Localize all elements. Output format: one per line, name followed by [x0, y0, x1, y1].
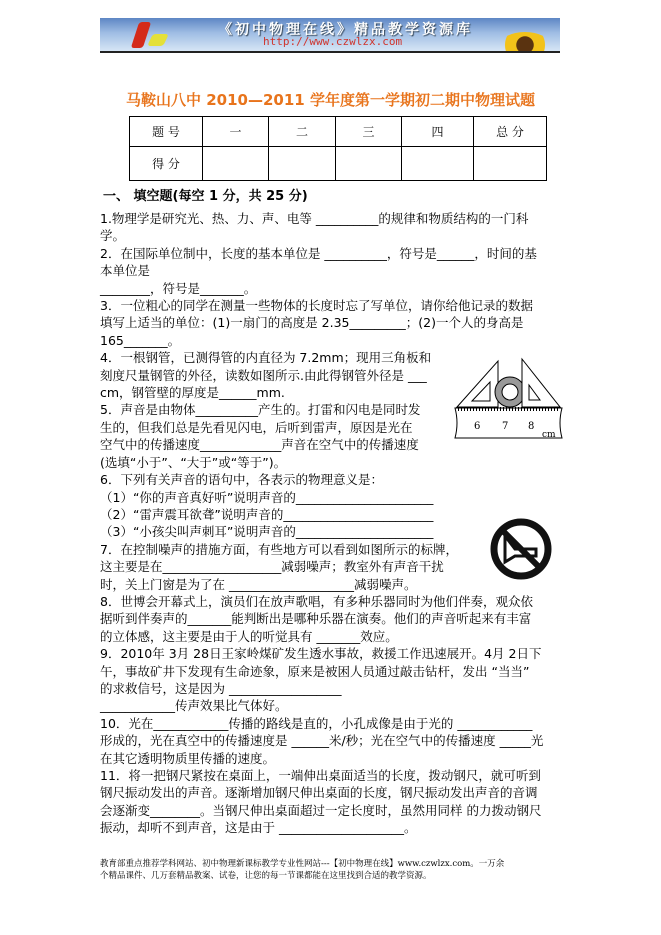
question-line: （1）“你的声音真好听”说明声音的______________________: [100, 489, 434, 505]
question-line: 4．一根钢管，已测得管的内直径为 7.2mm；现用三角板和: [100, 350, 432, 366]
question-line: ____________传声效果比气体好。: [100, 698, 288, 714]
page-title: 马鞍山八中 2010—2011 学年度第一学期初二期中物理试题: [126, 91, 535, 109]
question-line: 时，关上门窗是为了在 ____________________减弱噪声。: [100, 576, 417, 592]
question-line: 振动，却听不到声音，这是由于 ____________________。: [100, 820, 417, 836]
logo-icon-accent: [147, 34, 169, 46]
question-line: 这主要是在___________________减弱噪声；教室外有声音干扰: [100, 559, 444, 575]
score-cell: [474, 147, 547, 181]
section-heading: 一、 填空题(每空 1 分，共 25 分): [103, 189, 308, 204]
footer-line: 教育部重点推荐学科网站、初中物理新课标教学专业性网站---【初中物理在线】www.czwlzx.com。一万余: [100, 859, 505, 869]
question-line: 10．光在____________传播的路线是直的，小孔成像是由于光的 ____________: [100, 715, 533, 731]
question-line: 在其它透明物质里传播的速度。: [100, 750, 276, 766]
header-cell: 三: [336, 117, 402, 147]
header-cell: 二: [269, 117, 336, 147]
question-line: 11．将一把钢尺紧按在桌面上，一端伸出桌面适当的长度，拨动钢尺，就可听到: [100, 768, 541, 783]
question-body: [100, 210, 543, 837]
footer-line: 个精品课件、几万套精品教案、试卷，让您的每一节课都能在这里找到合适的教学资源。: [100, 871, 432, 881]
score-cell: [402, 147, 474, 181]
banner-url: http://www.czwlzx.com: [263, 35, 403, 48]
question-line: 空气中的传播速度_____________声音在空气中的传播速度: [100, 437, 419, 453]
banner-title: 《初中物理在线》精品教学资源库: [218, 22, 473, 38]
question-line: （3）“小孩尖叫声刺耳”说明声音的______________________: [100, 524, 434, 540]
score-cell: [336, 147, 402, 181]
question-line: 形成的，光在真空中的传播速度是 ______米/秒；光在空气中的传播速度 _____光: [100, 733, 544, 749]
question-line: 9．2010年 3月 28日王家岭煤矿发生透水事故，救援工作迅速展开。4月 2日下: [100, 646, 542, 662]
score-cell: [203, 147, 269, 181]
score-table: [129, 116, 547, 181]
question-line: 7．在控制噪声的措施方面，有些地方可以看到如图所示的标牌，: [100, 541, 458, 557]
question-line: 生的，但我们总是先看见闪电，后听到雷声，原因是光在: [100, 419, 413, 435]
question-line: 6．下列有关声音的语句中，各表示的物理意义是：: [100, 472, 383, 488]
question-line: 午，事故矿井下发现有生命迹象，原来是被困人员通过敲击钻杆，发出 “当当”: [100, 663, 530, 679]
question-line: 2．在国际单位制中，长度的基本单位是 __________，符号是______，时间的基: [100, 245, 537, 261]
question-line: 的立体感，这主要是由于人的听觉具有 _______效应。: [100, 628, 398, 644]
question-line: 本单位是: [100, 263, 151, 279]
ruler-label: 8: [528, 421, 535, 432]
score-cell: [269, 147, 336, 181]
question-line: cm，钢管壁的厚度是______mm.: [100, 385, 285, 401]
question-line: 填写上适当的单位：(1)一扇门的高度是 2.35_________；(2)一个人的身高是: [100, 315, 524, 331]
ruler-label: 6: [474, 421, 481, 432]
question-line: 据听到伴奏声的_______能判断出是哪种乐器在演奏。他们的声音听起来有丰富: [100, 611, 532, 627]
question-line: 钢尺振动发出的声音。逐渐增加钢尺伸出桌面的长度，钢尺振动发出声音的音调: [100, 785, 538, 801]
question-line: 会逐渐变________。当钢尺伸出桌面超过一定长度时，虽然用同样 的力拨动钢尺: [100, 802, 542, 818]
header-cell: 四: [402, 117, 474, 147]
ruler-triangle-figure: [452, 355, 567, 445]
question-line: 165_______。: [100, 332, 181, 348]
question-line: 1.物理学是研究光、热、力、声、电等 __________的规律和物质结构的一门科: [100, 211, 529, 226]
footer: [100, 858, 504, 882]
question-line: 8．世博会开幕式上，演员们在放声歌唱，有多种乐器同时为他们伴奏，观众依: [100, 593, 533, 609]
row-label: 得 分: [130, 147, 203, 181]
question-line: ________，符号是_______。: [100, 280, 257, 296]
header-cell: 总 分: [474, 117, 547, 147]
ruler-unit: cm: [542, 430, 556, 440]
header-banner: [100, 18, 560, 53]
question-line: 刻度尺量钢管的外径，读数如图所示.由此得钢管外径是 ___: [100, 367, 427, 383]
header-cell: 一: [203, 117, 269, 147]
question-line: 3．一位粗心的同学在测量一些物体的长度时忘了写单位，请你给他记录的数据: [100, 298, 533, 314]
question-line: 的求救信号，这是因为 __________________: [100, 680, 342, 696]
question-line: 5．声音是由物体__________产生的。打雷和闪电是同时发: [100, 402, 421, 418]
question-line: （2）“雷声震耳欲聋”说明声音的________________________: [100, 506, 434, 522]
no-horn-sign-icon: [488, 516, 554, 582]
ruler-label: 7: [502, 421, 509, 432]
question-line: (选填“小于”、“大于”或“等于”)。: [100, 454, 287, 470]
sunflower-icon: [500, 32, 550, 53]
header-cell: 题 号: [130, 117, 203, 147]
question-line: 学。: [100, 228, 126, 244]
